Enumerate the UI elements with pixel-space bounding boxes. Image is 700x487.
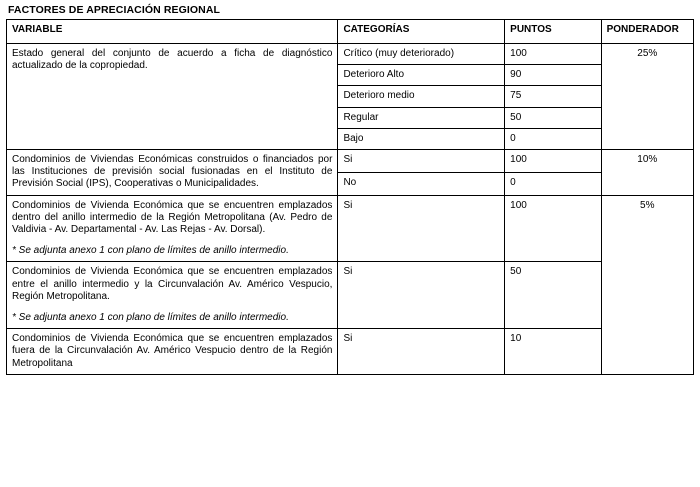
puntos-cell: 75 [505, 86, 601, 107]
table-row [7, 262, 694, 329]
categoria-cell: Regular [338, 107, 505, 128]
puntos-cell: 50 [505, 107, 601, 128]
puntos-cell: 10 [505, 329, 601, 375]
categoria-cell: Si [338, 150, 505, 173]
variable-text: Condominios de Vivienda Económica que se encuentren emplazados entre el anillo intermedio y la Circunvalación Av. Américo Vespucio, Región Metropolitana. [12, 266, 333, 302]
variable-note: * Se adjunta anexo 1 con plano de límites de anillo intermedio. [12, 245, 289, 257]
puntos-cell: 100 [505, 44, 601, 65]
categoria-cell: Bajo [338, 128, 505, 149]
table-header-row [7, 20, 694, 44]
categoria-cell: Deterioro Alto [338, 65, 505, 86]
categoria-cell: Crítico (muy deteriorado) [338, 44, 505, 65]
variable-text: Condominios de Vivienda Económica que se encuentren emplazados dentro del anillo intermedio de la Región Metropolitana (Av. Pedro de Valdivia - Av. Departamental - Av. Las Rejas - Av. Dorsal). [12, 199, 333, 236]
table-row [7, 44, 694, 65]
table-row [7, 150, 694, 173]
puntos-cell: 90 [505, 65, 601, 86]
categoria-cell: No [338, 172, 505, 195]
variable-note: * Se adjunta anexo 1 con plano de límites de anillo intermedio. [12, 312, 289, 324]
column-header-ponderador: PONDERADOR [601, 20, 693, 44]
categoria-cell: Si [338, 262, 505, 329]
column-header-puntos: PUNTOS [505, 20, 601, 44]
page-title: FACTORES DE APRECIACIÓN REGIONAL [8, 4, 221, 16]
factors-table [6, 19, 694, 375]
ponderador-cell: 25% [601, 44, 693, 150]
ponderador-cell: 10% [601, 150, 693, 196]
variable-cell: Estado general del conjunto de acuerdo a ficha de diagnóstico actualizado de la copropiedad. [7, 44, 338, 150]
puntos-cell: 0 [505, 172, 601, 195]
ponderador-cell: 5% [601, 195, 693, 374]
categoria-cell: Deterioro medio [338, 86, 505, 107]
puntos-cell: 100 [505, 150, 601, 173]
categoria-cell: Si [338, 329, 505, 375]
categoria-cell: Si [338, 195, 505, 262]
puntos-cell: 50 [505, 262, 601, 329]
column-header-variable: VARIABLE [7, 20, 338, 44]
variable-cell: Condominios de Viviendas Económicas construidos o financiados por las Instituciones de previsión social fusionadas en el Instituto de Previsión Social (IPS), Cooperativas o Municipalidades. [7, 150, 338, 196]
puntos-cell: 0 [505, 128, 601, 149]
table-row [7, 195, 694, 262]
puntos-cell: 100 [505, 195, 601, 262]
variable-cell [7, 195, 338, 262]
variable-cell [7, 262, 338, 329]
column-header-categorias: CATEGORÍAS [338, 20, 505, 44]
table-row [7, 329, 694, 375]
variable-cell: Condominios de Vivienda Económica que se encuentren emplazados fuera de la Circunvalación Av. Américo Vespucio dentro de la Región Metropolitana [7, 329, 338, 375]
